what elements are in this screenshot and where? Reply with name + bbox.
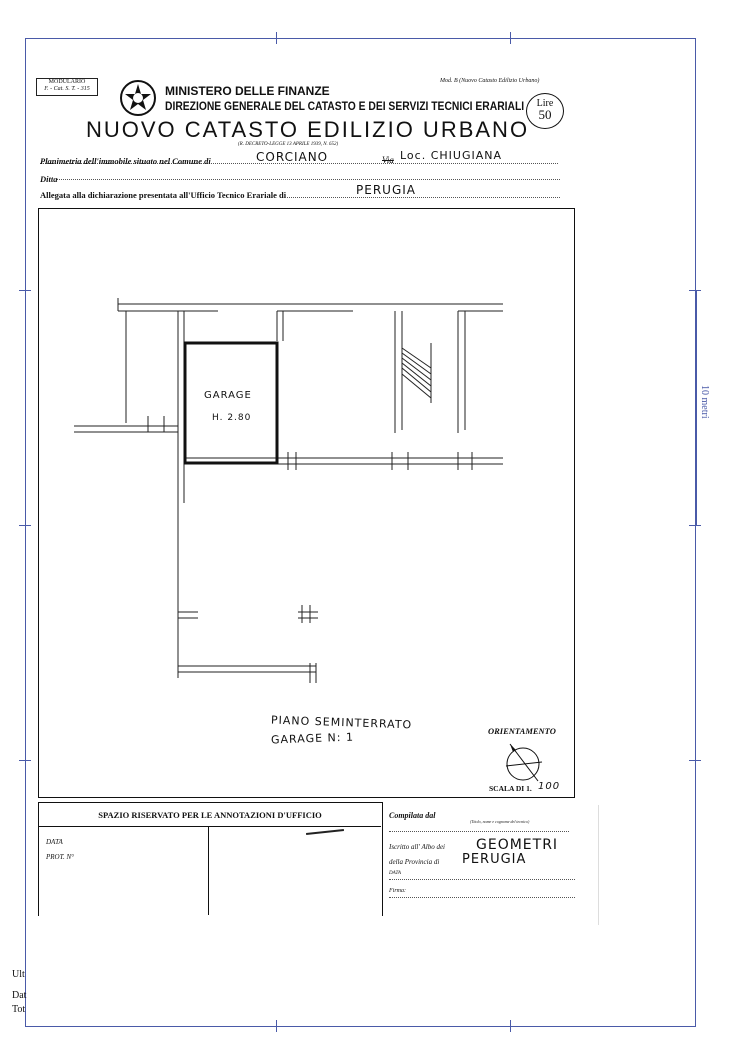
tick: [19, 525, 31, 526]
stair-line: [402, 374, 431, 398]
ditta-label: Ditta: [40, 174, 58, 184]
compass-icon: [498, 736, 548, 786]
cut-text-3: Tot: [12, 1004, 26, 1015]
compilata-note: (Titolo, nome e cognome del tecnico): [470, 819, 530, 824]
provincia-label: della Provincia di: [389, 858, 440, 866]
floor-plan: [38, 208, 575, 798]
frame-right: [695, 38, 696, 1027]
ufficio-value: PERUGIA: [356, 183, 416, 197]
orientation-label: ORIENTAMENTO: [488, 726, 556, 736]
footer-right-border: [598, 805, 599, 925]
lire-stamp: [526, 93, 564, 129]
date-label: DATA: [389, 871, 401, 876]
stair-line: [402, 368, 431, 392]
decree-line: (R. DECRETO-LEGGE 13 APRILE 1939, N. 652): [238, 142, 339, 147]
via-value: Loc. CHIUGIANA: [400, 149, 502, 162]
lire-label: Lire: [536, 98, 554, 109]
modulario-box: [36, 78, 98, 96]
stair-line: [402, 363, 431, 386]
via-strike: Via: [382, 155, 394, 165]
firma-label: Firma:: [389, 888, 406, 894]
modulario-line1: MODULARIO: [48, 79, 86, 85]
compilata-label: Compilata dal: [389, 811, 436, 820]
tick: [276, 32, 277, 44]
tick: [510, 32, 511, 44]
cut-text-2: Dat: [12, 990, 27, 1001]
firma-row: [389, 888, 575, 898]
office-title: SPAZIO RISERVATO PER LE ANNOTAZIONI D'UFFICIO: [98, 810, 322, 820]
scale-value: 100: [538, 781, 561, 792]
frame-bottom: [25, 1026, 696, 1027]
stair-line: [402, 358, 431, 380]
scale-bar: [696, 290, 697, 525]
iscritto-value: GEOMETRI: [476, 837, 559, 853]
direction-title: DIREZIONE GENERALE DEL CATASTO E DEI SERVIZI TECNICI ERARIALI: [165, 99, 525, 113]
mod-b-label: Mod. B (Nuovo Catasto Edilizio Urbano): [440, 78, 540, 84]
provincia-value: PERUGIA: [462, 852, 527, 867]
office-header-line: [38, 826, 381, 827]
office-divider: [208, 826, 209, 915]
allegata-row: [40, 185, 560, 198]
date-row: [389, 871, 575, 880]
garage-outline: [185, 343, 277, 463]
tick: [19, 290, 31, 291]
floor-label-1: PIANO SEMINTERRATO: [270, 713, 413, 732]
tick: [689, 760, 701, 761]
emblem-icon: [118, 78, 158, 118]
frame-top: [25, 38, 696, 39]
main-title: NUOVO CATASTO EDILIZIO URBANO: [86, 117, 530, 142]
frame-left: [25, 38, 26, 1027]
floor-label-2: GARAGE N: 1: [270, 730, 355, 747]
modulario-line2: F. - Cat. S. T. - 315: [44, 86, 90, 92]
stair-line: [402, 353, 431, 374]
side-scale-label: 10 metri: [699, 385, 710, 419]
ditta-row: [40, 169, 560, 184]
tick: [689, 525, 701, 526]
tick: [276, 1020, 277, 1032]
allegata-label: Allegata alla dichiarazione presentata all'Ufficio Tecnico Erariale di: [40, 190, 287, 200]
planimetria-label: Planimetria dell'immobile situato nel Comune di: [40, 156, 211, 166]
office-data-label: DATA: [46, 838, 63, 846]
scale-prefix: SCALA DI 1.: [489, 784, 532, 793]
room-height: H. 2.80: [212, 413, 252, 423]
tick: [510, 1020, 511, 1032]
compilata-line: [389, 830, 569, 832]
cut-text-1: Ult: [12, 969, 25, 980]
ministry-title: MINISTERO DELLE FINANZE: [165, 84, 330, 98]
office-prot-label: PROT. N°: [46, 853, 74, 861]
tick: [689, 290, 701, 291]
stair-line: [402, 348, 431, 368]
tick: [19, 760, 31, 761]
lire-value: 50: [538, 107, 552, 122]
comune-value: CORCIANO: [256, 150, 329, 164]
room-label: GARAGE: [204, 390, 252, 401]
iscritto-label: Iscritto all' Albo dei: [389, 843, 446, 851]
